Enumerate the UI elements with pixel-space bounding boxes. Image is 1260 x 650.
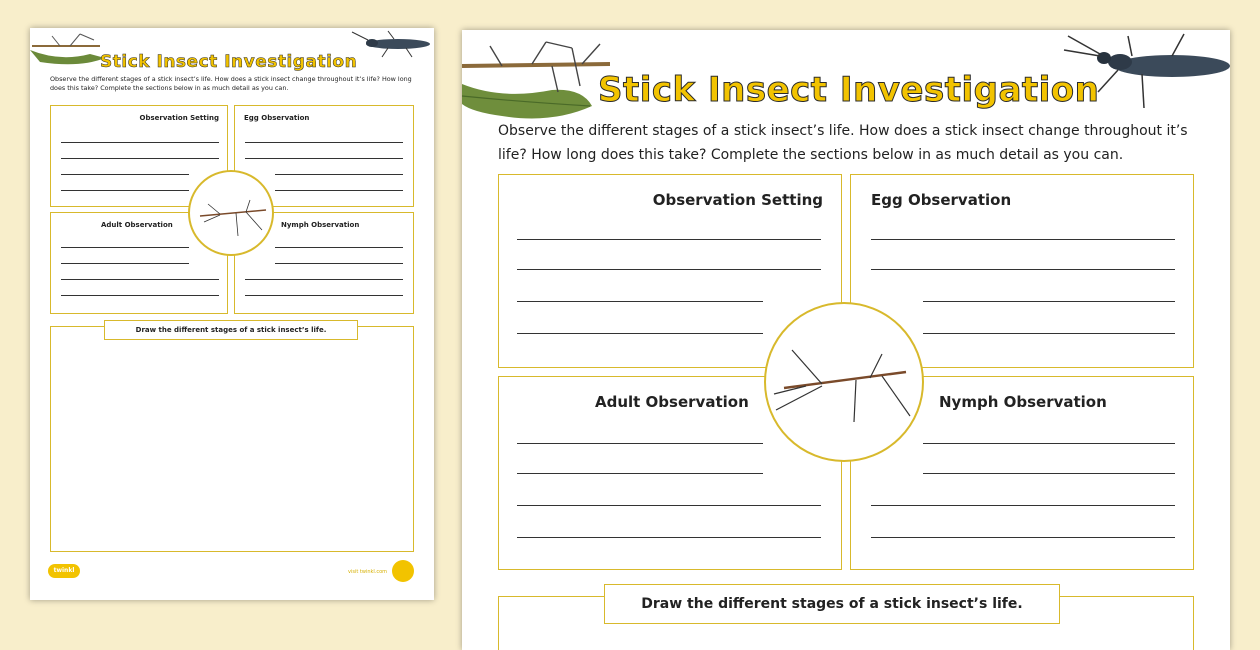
writing-line[interactable] bbox=[61, 142, 219, 143]
adult-observation-title: Adult Observation bbox=[595, 393, 749, 411]
adult-observation-title: Adult Observation bbox=[101, 221, 173, 229]
writing-line[interactable] bbox=[61, 174, 189, 175]
footer-url: visit twinkl.com bbox=[348, 569, 388, 575]
writing-line[interactable] bbox=[517, 473, 763, 474]
observation-setting-title: Observation Setting bbox=[139, 114, 219, 122]
writing-line[interactable] bbox=[871, 537, 1175, 538]
egg-observation-title: Egg Observation bbox=[244, 114, 310, 122]
writing-line[interactable] bbox=[517, 333, 763, 334]
writing-line[interactable] bbox=[61, 279, 219, 280]
writing-line[interactable] bbox=[275, 263, 403, 264]
worksheet-zoomed bbox=[462, 30, 1230, 650]
writing-line[interactable] bbox=[61, 295, 219, 296]
nymph-observation-title: Nymph Observation bbox=[281, 221, 360, 229]
writing-line[interactable] bbox=[275, 247, 403, 248]
writing-line[interactable] bbox=[923, 473, 1175, 474]
writing-line[interactable] bbox=[923, 443, 1175, 444]
writing-line[interactable] bbox=[871, 505, 1175, 506]
writing-line[interactable] bbox=[61, 158, 219, 159]
drawing-area[interactable] bbox=[50, 326, 414, 552]
writing-line[interactable] bbox=[517, 505, 821, 506]
intro-text: Observe the different stages of a stick insect’s life. How does a stick insect change throughout it’s life? How long does this take? Complete the sections below in as much detail as you can. bbox=[498, 123, 1188, 163]
writing-line[interactable] bbox=[517, 537, 821, 538]
writing-line[interactable] bbox=[245, 295, 403, 296]
intro-text: Observe the different stages of a stick insect’s life. How does a stick insect change throughout it’s life? How long does this take? Complete the sections below in as much detail as you can. bbox=[50, 75, 412, 92]
observation-setting-title: Observation Setting bbox=[652, 191, 823, 209]
worksheet-preview-thumbnail bbox=[30, 28, 434, 600]
writing-line[interactable] bbox=[245, 158, 403, 159]
center-insect-circle bbox=[764, 302, 924, 462]
writing-line[interactable] bbox=[275, 190, 403, 191]
writing-line[interactable] bbox=[245, 279, 403, 280]
drawing-area-label: Draw the different stages of a stick insect’s life. bbox=[104, 320, 358, 340]
page-title: Stick Insect Investigation bbox=[100, 52, 358, 72]
stick-insect-icon bbox=[462, 38, 612, 98]
writing-line[interactable] bbox=[871, 239, 1175, 240]
writing-line[interactable] bbox=[517, 239, 821, 240]
writing-line[interactable] bbox=[923, 333, 1175, 334]
center-insect-circle bbox=[188, 170, 274, 256]
writing-line[interactable] bbox=[923, 301, 1175, 302]
writing-line[interactable] bbox=[61, 247, 189, 248]
beetle-insect-icon bbox=[348, 30, 434, 58]
writing-line[interactable] bbox=[61, 190, 189, 191]
writing-line[interactable] bbox=[275, 174, 403, 175]
twinkl-logo: twinkl bbox=[48, 564, 80, 578]
page-title: Stick Insect Investigation bbox=[598, 70, 1100, 110]
drawing-area-label: Draw the different stages of a stick insect’s life. bbox=[604, 584, 1060, 624]
twinkl-badge bbox=[392, 560, 414, 582]
writing-line[interactable] bbox=[871, 269, 1175, 270]
writing-line[interactable] bbox=[245, 142, 403, 143]
writing-line[interactable] bbox=[517, 301, 763, 302]
writing-line[interactable] bbox=[517, 443, 763, 444]
writing-line[interactable] bbox=[517, 269, 821, 270]
stick-insect-icon bbox=[766, 304, 926, 464]
writing-line[interactable] bbox=[61, 263, 189, 264]
egg-observation-title: Egg Observation bbox=[871, 191, 1012, 209]
stick-insect-icon bbox=[190, 172, 276, 258]
nymph-observation-title: Nymph Observation bbox=[939, 393, 1107, 411]
